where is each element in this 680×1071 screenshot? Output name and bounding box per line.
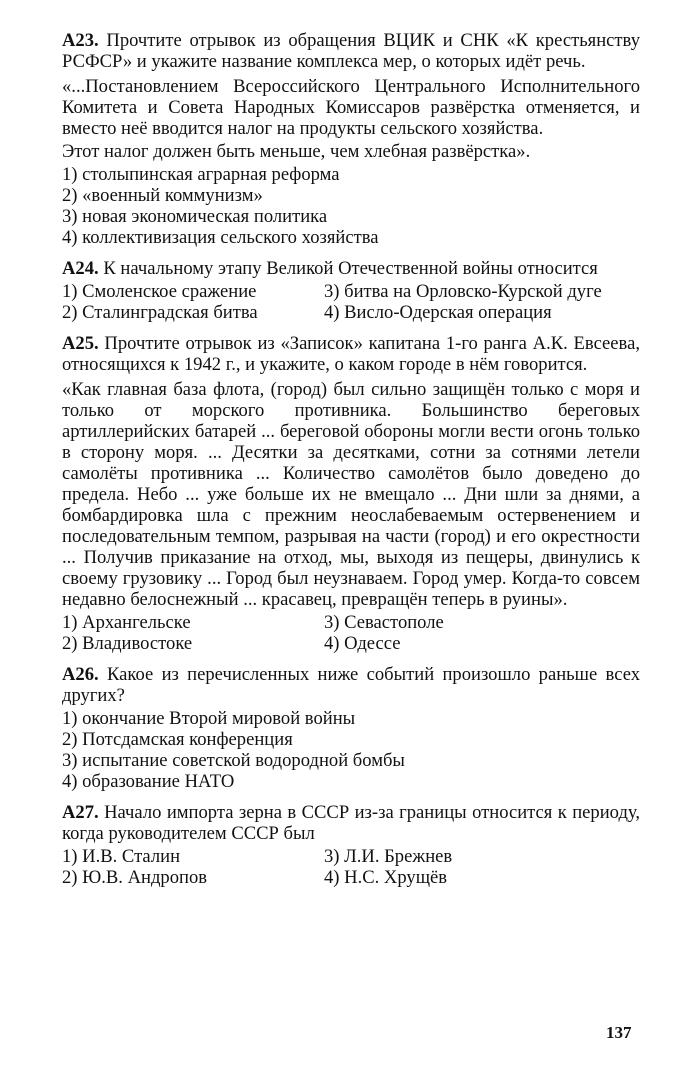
question-text	[62, 664, 640, 706]
answer-options	[62, 846, 640, 888]
answer-option: 3) битва на Орловско-Курской дуге	[324, 281, 602, 302]
answer-option: 3) Севастополе	[324, 612, 444, 633]
answer-option: 4) коллективизация сельского хозяйства	[62, 227, 379, 248]
task-a27	[62, 802, 640, 888]
question-body: Прочтите отрывок из обращения ВЦИК и СНК «К крестьянству РСФСР» и укажите название комплекса мер, о которых идёт речь.	[62, 30, 640, 72]
question-body: Какое из перечисленных ниже событий произошло раньше всех других?	[62, 664, 640, 706]
question-body: К начальному этапу Великой Отечественной войны относится	[103, 258, 598, 279]
answer-option: 3) новая экономическая политика	[62, 206, 328, 227]
question-number: A25.	[62, 333, 99, 354]
answer-option: 4) Н.С. Хрущёв	[324, 867, 448, 888]
task-a26	[62, 664, 640, 792]
answer-option: 4) образование НАТО	[62, 771, 235, 792]
question-number: A26.	[62, 664, 99, 685]
answer-option: 2) Ю.В. Андропов	[62, 867, 208, 888]
question-body: Прочтите отрывок из «Записок» капитана 1-го ранга А.К. Евсеева, относящихся к 1942 г., и укажите, о каком городе в нём говорится.	[62, 333, 640, 375]
answer-option: 3) Л.И. Брежнев	[324, 846, 453, 867]
source-quote	[62, 379, 640, 610]
answer-option: 1) столыпинская аграрная реформа	[62, 164, 340, 185]
answer-options	[62, 708, 640, 792]
quote-paragraph: «Как главная база флота, (город) был сильно защищён только с моря и только от морского противника. Большинство береговых артиллерийских батарей ... береговой обороны могли вести огонь только в сторону моря. ... Десятки за десятками, сотни за сотнями летели самолёты противника ... Количество самолётов было доведено до предела. Небо ... уже больше их не вмещало ... Дни шли за днями, а бомбардировка шла с прежним неослабеваемым остервенением и последовательным темпом, разрывая на части (город) и его окрестности ... Получив приказание на отход, мы, выходя из пещеры, двинулись к своему грузовику ... Город был неузнаваем. Город умер. Когда-то совсем недавно белоснежный ... красавец, превращён теперь в руины».	[62, 379, 640, 610]
answer-option: 3) испытание советской водородной бомбы	[62, 750, 405, 771]
question-body: Начало импорта зерна в СССР из-за границы относится к периоду, когда руководителем СССР был	[62, 802, 640, 844]
question-number: A24.	[62, 258, 99, 279]
question-text	[62, 802, 640, 844]
page-number: 137	[606, 1023, 632, 1042]
answer-option: 4) Одессе	[324, 633, 401, 654]
page-content	[62, 30, 640, 898]
answer-option: 2) «военный коммунизм»	[62, 185, 263, 206]
answer-options	[62, 164, 640, 248]
question-number: A23.	[62, 30, 99, 51]
answer-option: 1) окончание Второй мировой войны	[62, 708, 356, 729]
answer-option: 2) Владивостоке	[62, 633, 193, 654]
task-a25	[62, 333, 640, 654]
answer-option: 4) Висло-Одерская операция	[324, 302, 552, 323]
answer-option: 1) И.В. Сталин	[62, 846, 181, 867]
question-text	[62, 333, 640, 375]
answer-option: 1) Смоленское сражение	[62, 281, 257, 302]
source-quote	[62, 76, 640, 162]
quote-paragraph: Этот налог должен быть меньше, чем хлебная развёрстка».	[62, 141, 531, 162]
answer-options	[62, 281, 640, 323]
question-text	[62, 258, 640, 279]
question-number: A27.	[62, 802, 99, 823]
task-a24	[62, 258, 640, 323]
question-text	[62, 30, 640, 72]
task-a23	[62, 30, 640, 248]
answer-options	[62, 612, 640, 654]
answer-option: 2) Сталинградская битва	[62, 302, 258, 323]
answer-option: 1) Архангельске	[62, 612, 191, 633]
quote-paragraph: «...Постановлением Всероссийского Центрального Исполнительного Комитета и Совета Народных Комиссаров развёрстка отменяется, и вместо неё вводится налог на продукты сельского хозяйства.	[62, 76, 640, 139]
answer-option: 2) Потсдамская конференция	[62, 729, 293, 750]
